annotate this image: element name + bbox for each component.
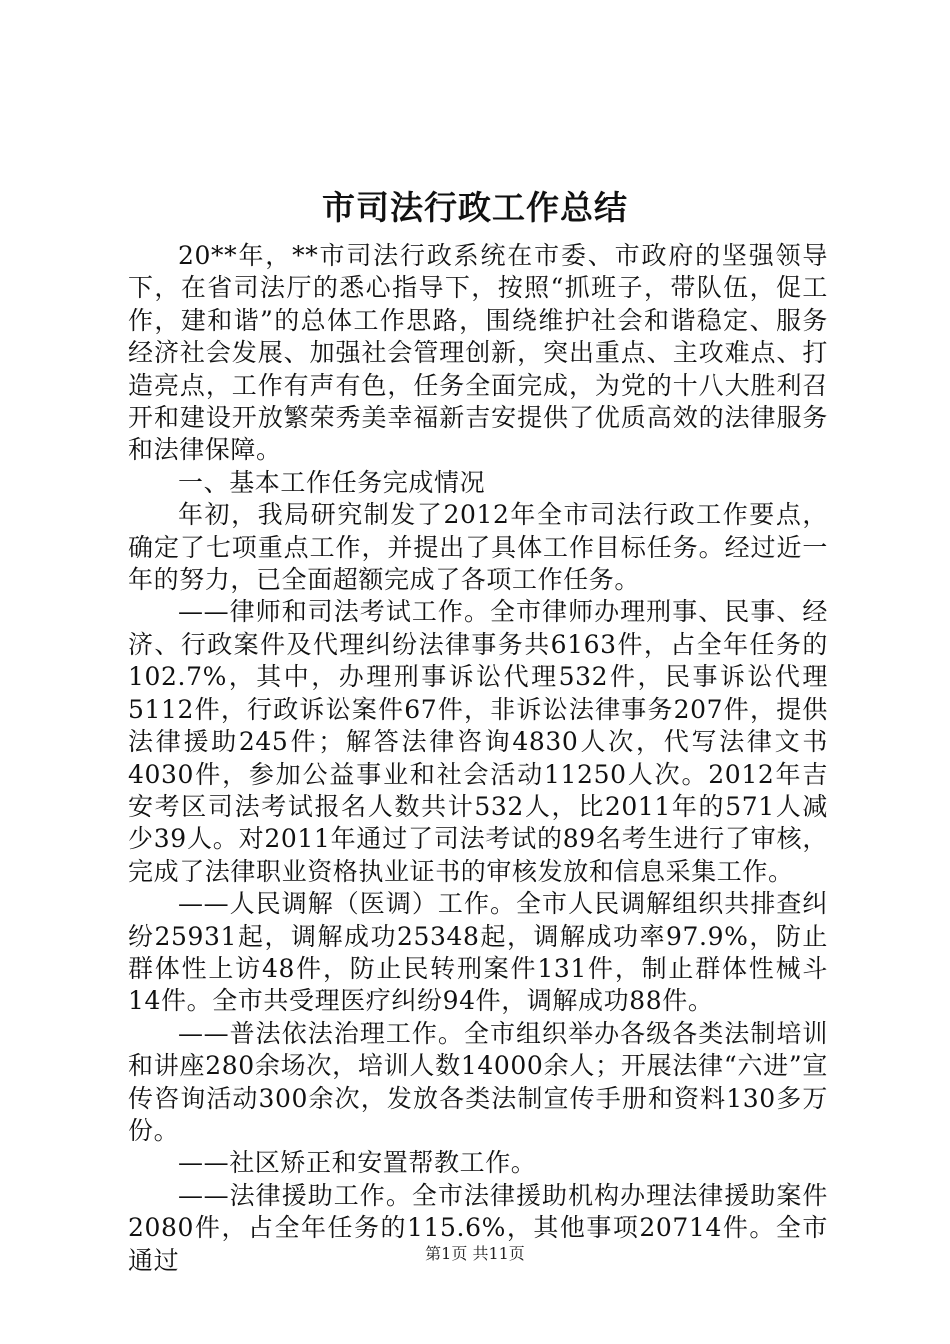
paragraph-legal-aid: ——法律援助工作。全市法律援助机构办理法律援助案件2080件，占全年任务的115.6%，其他事项20714件。全市通过 xyxy=(128,1180,828,1275)
paragraph-overview: 年初，我局研究制发了2012年全市司法行政工作要点，确定了七项重点工作，并提出了具体工作目标任务。经过近一年的努力，已全面超额完成了各项工作任务。 xyxy=(128,500,828,595)
paragraph-intro: 20**年，**市司法行政系统在市委、市政府的坚强领导下，在省司法厅的悉心指导下，按照“抓班子，带队伍，促工作，建和谐”的总体工作思路，围绕维护社会和谐稳定、服务经济社会发展、加强社会管理创新，突出重点、主攻难点、打造亮点，工作有声有色，任务全面完成，为党的十八大胜利召开和建设开放繁荣秀美幸福新吉安提供了优质高效的法律服务和法律保障。 xyxy=(128,241,828,465)
paragraph-mediation: ——人民调解（医调）工作。全市人民调解组织共排查纠纷25931起，调解成功25348起，调解成功率97.9%，防止群体性上访48件，防止民转刑案件131件，制止群体性械斗14件。全市共受理医疗纠纷94件，调解成功88件。 xyxy=(128,889,828,1016)
document-title: 市司法行政工作总结 xyxy=(322,188,628,227)
section-heading: 一、基本工作任务完成情况 xyxy=(178,467,486,497)
page-footer: 第1页 共11页 xyxy=(425,1244,525,1263)
paragraph-lawyers: ——律师和司法考试工作。全市律师办理刑事、民事、经济、行政案件及代理纠纷法律事务共6163件，占全年任务的102.7%，其中，办理刑事诉讼代理532件，民事诉讼代理5112件，行政诉讼案件67件，非诉讼法律事务207件，提供法律援助245件；解答法律咨询4830人次，代写法律文书4030件，参加公益事业和社会活动11250人次。2012年吉安考区司法考试报名人数共计532人，比2011年的571人减少39人。对2011年通过了司法考试的89名考生进行了审核，完成了法律职业资格执业证书的审核发放和信息采集工作。 xyxy=(128,597,828,886)
paragraph-legal-education: ——普法依法治理工作。全市组织举办各级各类法制培训和讲座280余场次，培训人数14000余人；开展法律“六进”宣传咨询活动300余次，发放各类法制宣传手册和资料130多万份。 xyxy=(128,1018,828,1145)
paragraph-community-correction: ——社区矫正和安置帮教工作。 xyxy=(178,1148,537,1178)
document-body xyxy=(128,240,828,1277)
